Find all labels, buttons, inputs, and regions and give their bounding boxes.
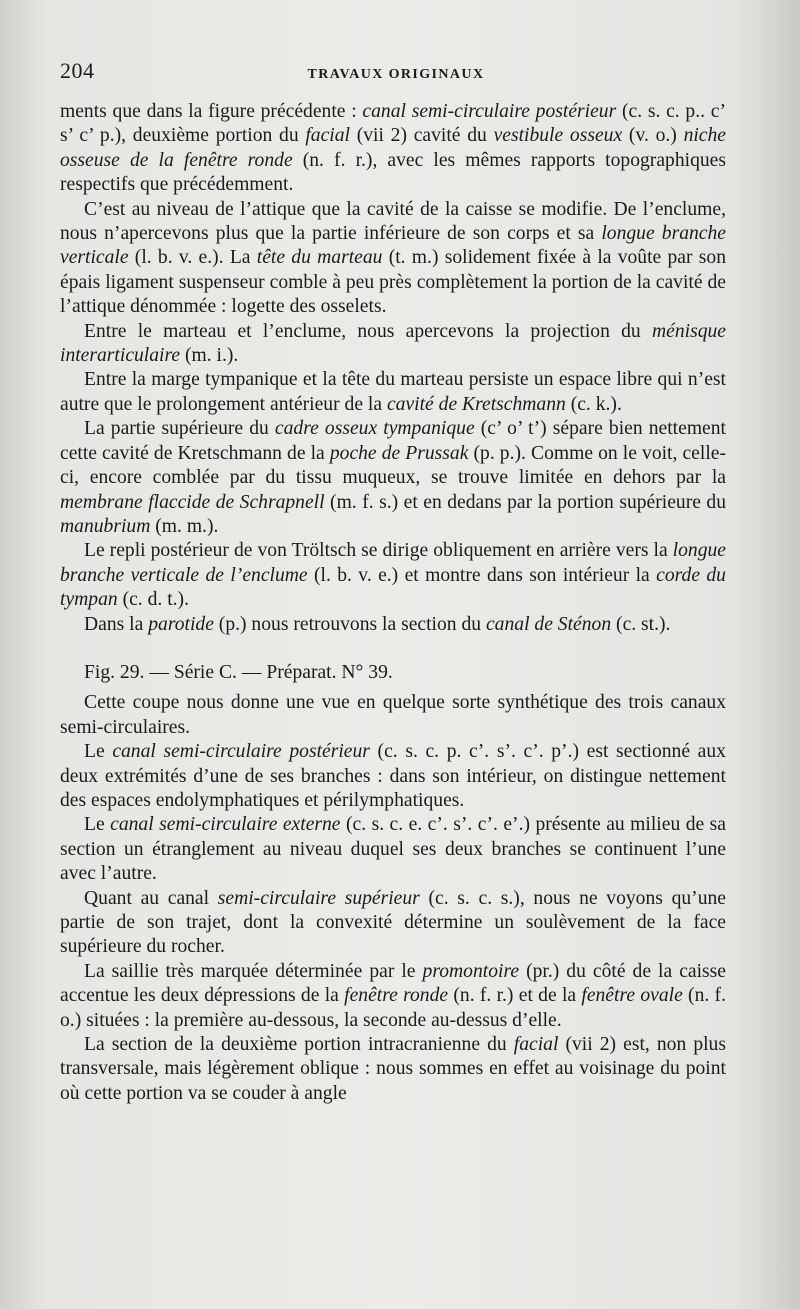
italic-term: canal semi-circulaire externe xyxy=(110,814,341,836)
italic-term: cadre osseux tympanique xyxy=(274,418,475,440)
paragraph: Entre le marteau et l’enclume, nous apercevons la projection du ménisque interarticulaire (m. i.). xyxy=(60,320,726,367)
italic-term: ménisque interarticulaire xyxy=(60,320,726,367)
paragraph: La partie supérieure du cadre osseux tympanique (c’ o’ t’) sépare bien nettement cette cavité de Kretschmann de la poche de Prussak (p. p.). Comme on le voit, celle-ci, encore comblée par du tissu muqueux, se trouve limitée en dehors par la membrane flaccide de Schrapnell (m. f. s.) et en dedans par la portion supérieure du manubrium (m. m.). xyxy=(60,418,726,537)
italic-term: manubrium xyxy=(60,515,151,537)
italic-term: semi-circulaire supérieur xyxy=(217,887,420,909)
italic-term: longue branche verticale de l’enclume xyxy=(60,540,726,586)
italic-term: canal semi-circulaire postérieur xyxy=(112,741,370,763)
paragraph: Quant au canal semi-circulaire supérieur (c. s. c. s.), nous ne voyons qu’une partie de son trajet, dont la convexité détermine un soulèvement de la face supérieure du rocher. xyxy=(60,887,726,958)
italic-term: canal semi-circulaire postérieur xyxy=(362,101,617,122)
italic-term: corde du tympan xyxy=(60,564,726,611)
page-header xyxy=(60,58,726,96)
italic-term: poche de Prussak xyxy=(329,442,469,464)
italic-term: cavité de Kretschmann xyxy=(386,393,566,415)
paragraph: Le canal semi-circulaire postérieur (c. s. c. p. c’. s’. c’. p’.) est sectionné aux deux extrémités d’une de ses branches : dans son intérieur, on distingue nettement des espaces endolymphatiques et périlymphatiques. xyxy=(60,741,726,811)
figure-heading: Fig. 29. — Série C. — Préparat. N° 39. xyxy=(84,661,393,683)
paragraph: ments que dans la figure précédente : canal semi-circulaire postérieur (c. s. c. p.. c’ s’ c’ p.), deuxième portion du facial (vii 2) cavité du vestibule osseux (v. o.) niche osseuse de la fenêtre ronde (n. f. r.), avec les mêmes rapports topographiques respectifs que précédemment. xyxy=(60,101,726,196)
italic-term: canal de Sténon xyxy=(485,613,612,635)
paragraph: C’est au niveau de l’attique que la cavité de la caisse se modifie. De l’enclume, nous n’apercevons plus que la partie inférieure de son corps et sa longue branche verticale (l. b. v. e.). La tête du marteau (t. m.) solidement fixée à la voûte par son épais ligament suspenseur comble à peu près complètement la portion de la cavité de l’attique dénommée : logette des osselets. xyxy=(60,198,726,318)
running-head: TRAVAUX ORIGINAUX xyxy=(307,67,485,82)
italic-term: tête du marteau xyxy=(256,247,383,269)
paragraph: Dans la parotide (p.) nous retrouvons la section du canal de Sténon (c. st.). xyxy=(84,613,671,635)
paragraph: Le canal semi-circulaire externe (c. s. c. e. c’. s’. c’. e’.) présente au milieu de sa section un étranglement au niveau duquel ses deux branches se continuent l’une avec l’autre. xyxy=(60,814,726,885)
italic-term: niche osseuse de la fenêtre ronde xyxy=(60,125,726,171)
paragraph: Le repli postérieur de von Tröltsch se dirige obliquement en arrière vers la longue branche verticale de l’enclume (l. b. v. e.) et montre dans son intérieur la corde du tympan (c. d. t.). xyxy=(60,540,726,611)
italic-term: vestibule osseux xyxy=(493,125,623,147)
page-number: 204 xyxy=(60,58,95,83)
italic-term: fenêtre ovale xyxy=(581,985,683,1007)
italic-term: membrane flaccide de Schrapnell xyxy=(60,491,325,513)
italic-term: facial xyxy=(305,125,350,147)
italic-term: longue branche verticale xyxy=(60,223,726,269)
paragraph: Entre la marge tympanique et la tête du marteau persiste un espace libre qui n’est autre que le prolongement antérieur de la cavité de Kretschmann (c. k.). xyxy=(60,369,726,415)
italic-term: facial xyxy=(513,1034,559,1056)
paragraph: Cette coupe nous donne une vue en quelque sorte synthétique des trois canaux semi-circulaires. xyxy=(60,692,726,738)
italic-term: parotide xyxy=(148,613,214,635)
paragraph: La saillie très marquée déterminée par le promontoire (pr.) du côté de la caisse accentue les deux dépressions de la fenêtre ronde (n. f. r.) et de la fenêtre ovale (n. f. o.) situées : la première au-dessous, la seconde au-dessus d’elle. xyxy=(60,960,726,1031)
italic-term: promontoire xyxy=(422,960,520,982)
paragraph: La section de la deuxième portion intracranienne du facial (vii 2) est, non plus transversale, mais légèrement oblique : nous sommes en effet au voisinage du point où cette portion va se couder à angle xyxy=(60,1034,726,1104)
italic-term: fenêtre ronde xyxy=(344,985,449,1007)
body-text xyxy=(60,100,726,1106)
